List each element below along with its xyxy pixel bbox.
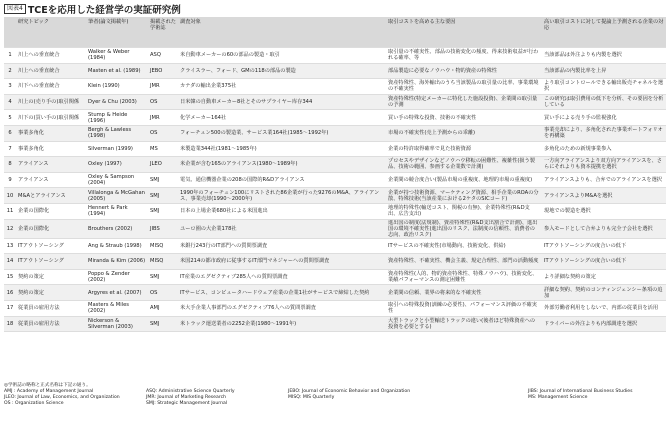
- firm-response-cell: 多角化のための新規事業参入: [542, 141, 666, 157]
- survey-target-cell: 米大手企業人事部門のエグゼクティブ76人への質問票調査: [178, 300, 386, 316]
- journal-abbrev-cell: JLEO: [148, 157, 178, 173]
- author-year-cell: Miranda & Kim (2006): [86, 254, 148, 270]
- table-row: [4, 203, 666, 219]
- firm-response-cell: ドライバーの外注よりも内部調達を選択: [542, 316, 666, 332]
- row-number-cell: 16: [4, 285, 16, 301]
- firm-response-cell: ITアウトソーシングの度合いの低下: [542, 238, 666, 254]
- row-number-cell: 1: [4, 48, 16, 64]
- table-row: [4, 254, 666, 270]
- author-year-cell: Ang & Straub (1998): [86, 238, 148, 254]
- research-topic-cell: M&Aとアライアンス: [16, 188, 86, 204]
- row-number-cell: 8: [4, 157, 16, 173]
- table-row: [4, 285, 666, 301]
- row-number-cell: 3: [4, 79, 16, 95]
- table-row: [4, 141, 666, 157]
- journal-abbrev-cell: SMJ: [148, 203, 178, 219]
- cost-factor-cell: 取引量の不確実性、部品の技術変化の頻度、得来技術収益が行われる確率、等: [386, 48, 542, 64]
- author-year-cell: Bergh & Lawless (1998): [86, 125, 148, 141]
- cost-factor-cell: 買い手の特殊な投資、技術の不確実性: [386, 110, 542, 126]
- author-year-cell: Poppo & Zender (2002): [86, 269, 148, 285]
- author-year-cell: Walker & Weber (1984): [86, 48, 148, 64]
- research-topic-cell: 川下への垂直統合: [16, 79, 86, 95]
- survey-target-cell: クライスラー、フォード、GMの118の部品の製造: [178, 63, 386, 79]
- cost-factor-cell: 資産特殊性(特定メーカーに特化した施設投資)、企業間の取引量の予測: [386, 94, 542, 110]
- table-row: [4, 48, 666, 64]
- table-row: [4, 63, 666, 79]
- row-number-cell: 17: [4, 300, 16, 316]
- cost-factor-cell: 進出国の制度(法規制)、資産特殊性(R&D支出割合で計測)、進出国の環境不確実性(進出国のリスク、法制度の信頼性、消費者の志向、政治リスク): [386, 219, 542, 238]
- journal-abbrev-cell: JMR: [148, 110, 178, 126]
- cost-factor-cell: ITサービスの不確実性(市場動向、技術変化、供給): [386, 238, 542, 254]
- author-year-cell: Brouthers (2002): [86, 219, 148, 238]
- research-topic-cell: 川下の(買い手の)取引関係: [16, 110, 86, 126]
- firm-response-cell: この研究は取引費用の低下を分析、その要因を分析している: [542, 94, 666, 110]
- author-year-cell: Oxley & Sampson (2004): [86, 172, 148, 188]
- survey-target-cell: 日本の上場企業680社による米国進出: [178, 203, 386, 219]
- firm-response-cell: 現地での製造を選択: [542, 203, 666, 219]
- col-header-journal: 掲載された学術誌: [148, 17, 178, 48]
- survey-target-cell: ITサービス、コンピュータハードウェア産業の企業1社がサービスで締結した契約: [178, 285, 386, 301]
- row-number-cell: 6: [4, 125, 16, 141]
- row-number-cell: 14: [4, 254, 16, 270]
- row-number-cell: 4: [4, 94, 16, 110]
- journal-abbrev-cell: SMJ: [148, 188, 178, 204]
- table-row: [4, 172, 666, 188]
- notes-header: ◎学術誌の略称と正式名称は下記の通り。: [4, 383, 91, 388]
- cost-factor-cell: 地理的特殊性(輸送コスト、関税の有無)、企業特殊性(R&D支出、広告支出): [386, 203, 542, 219]
- row-number-cell: 9: [4, 172, 16, 188]
- cost-factor-cell: 企業の特許取得確率で見た技術資源: [386, 141, 542, 157]
- journal-abbrev-cell: MS: [148, 141, 178, 157]
- survey-target-cell: ユーロ圏の大企業178社: [178, 219, 386, 238]
- note-item: JMR: Journal of Marketing Research: [146, 395, 227, 400]
- research-topic-cell: アライアンス: [16, 172, 86, 188]
- figure-title: TCEを応用した経営学の実証研究例: [27, 5, 181, 16]
- cost-factor-cell: 資産特殊性、海外輸出のうち当該製品の取引量の比率、事業環境の不確実性: [386, 79, 542, 95]
- cost-factor-cell: 部品製造に必要なノウハウ・物的資産の特殊性: [386, 63, 542, 79]
- author-year-cell: Masten et al. (1989): [86, 63, 148, 79]
- row-number-cell: 2: [4, 63, 16, 79]
- journal-abbrev-cell: MISQ: [148, 238, 178, 254]
- row-number-cell: 13: [4, 238, 16, 254]
- survey-target-cell: 電気、通信機器企業の208の国際的R&Dアライアンス: [178, 172, 386, 188]
- survey-target-cell: 米トラック運送業者の2252企業(1980～1991年): [178, 316, 386, 332]
- table-row: [4, 110, 666, 126]
- research-table: [4, 17, 666, 332]
- table-row: [4, 316, 666, 332]
- research-topic-cell: 事業多角化: [16, 125, 86, 141]
- row-number-cell: 15: [4, 269, 16, 285]
- note-item: OS : Organization Science: [4, 401, 64, 406]
- figure-label: 図表4: [4, 4, 26, 14]
- col-header-no: [4, 17, 16, 48]
- table-row: [4, 269, 666, 285]
- firm-response-cell: アライアンスよりも、合弁でのアライアンスを選択: [542, 172, 666, 188]
- col-header-topic: 研究トピック: [16, 17, 86, 48]
- col-header-author: 筆者(論文掲載年): [86, 17, 148, 48]
- cost-factor-cell: 企業間の競合度合い(製品市場の重複度、地理的市場の重複度): [386, 172, 542, 188]
- cost-factor-cell: プロセスやデザインなどノウハウ移転の困難性、複雑性(扱う製品、技術の範囲、参画する企業数で計測): [386, 157, 542, 173]
- research-topic-cell: 従業員の雇用方法: [16, 300, 86, 316]
- note-item: MISQ: MIS Quarterly: [288, 395, 335, 400]
- research-topic-cell: アライアンス: [16, 157, 86, 173]
- firm-response-cell: 当該部品は外注よりも内製を選択: [542, 48, 666, 64]
- note-item: ASQ: Administrative Science Quarterly: [146, 389, 235, 394]
- journal-abbrev-cell: AMJ: [148, 300, 178, 316]
- table-row: [4, 188, 666, 204]
- cost-factor-cell: 資産特殊性(人的、物的資産特殊性、特殊ノウハウ)、技術変化、業績パフォーマンスの測定困難性: [386, 269, 542, 285]
- figure-title-bar: [4, 3, 181, 15]
- journal-notes: [4, 383, 666, 407]
- journal-abbrev-cell: OS: [148, 94, 178, 110]
- col-header-response: 高い取引コストに対して提論上予測される企業の対応: [542, 17, 666, 48]
- journal-abbrev-cell: SMJ: [148, 269, 178, 285]
- row-number-cell: 18: [4, 316, 16, 332]
- table-row: [4, 125, 666, 141]
- row-number-cell: 5: [4, 110, 16, 126]
- author-year-cell: Villalonga & McGahan (2005): [86, 188, 148, 204]
- firm-response-cell: ITアウトソーシングの度合いの低下: [542, 254, 666, 270]
- journal-abbrev-cell: JEBO: [148, 63, 178, 79]
- col-header-factor: 取引コストを高める主な要因: [386, 17, 542, 48]
- journal-abbrev-cell: JIBS: [148, 219, 178, 238]
- cost-factor-cell: 市場の不確実性(売上予測からの乖離): [386, 125, 542, 141]
- author-year-cell: Dyer & Chu (2003): [86, 94, 148, 110]
- journal-abbrev-cell: SMJ: [148, 172, 178, 188]
- cost-factor-cell: 資産特殊性、不確実性、機会主義、規定合理性、部門の活動頻度: [386, 254, 542, 270]
- author-year-cell: Klein (1990): [86, 79, 148, 95]
- research-topic-cell: 川上の(売り手の)取引関係: [16, 94, 86, 110]
- research-topic-cell: ITアウトソーシング: [16, 238, 86, 254]
- research-topic-cell: 事業多角化: [16, 141, 86, 157]
- survey-target-cell: 化学メーカー164社: [178, 110, 386, 126]
- research-topic-cell: 企業の国際化: [16, 219, 86, 238]
- firm-response-cell: 一方向アライアンスより双方向アライアンスを、さらにそれよりも資本提携を選択: [542, 157, 666, 173]
- table-body: [4, 48, 666, 332]
- cost-factor-cell: 取引への特殊投資(訓練の必要性)、パフォーマンス評価の不確実性: [386, 300, 542, 316]
- note-item: SMJ: Strategic Management Journal: [146, 401, 228, 406]
- col-header-target: 調査対象: [178, 17, 386, 48]
- journal-abbrev-cell: OS: [148, 125, 178, 141]
- row-number-cell: 10: [4, 188, 16, 204]
- firm-response-cell: 買い手による売り手の監視強化: [542, 110, 666, 126]
- research-topic-cell: 企業の国際化: [16, 203, 86, 219]
- table-row: [4, 79, 666, 95]
- firm-response-cell: より詳細な契約の策定: [542, 269, 666, 285]
- research-topic-cell: 川上への垂直統合: [16, 48, 86, 64]
- author-year-cell: Oxley (1997): [86, 157, 148, 173]
- table-row: [4, 300, 666, 316]
- journal-abbrev-cell: ASQ: [148, 48, 178, 64]
- survey-target-cell: IT産業のエグゼクティブ285人への質問票調査: [178, 269, 386, 285]
- row-number-cell: 11: [4, 203, 16, 219]
- survey-target-cell: 米国214の都市政府に従事するIT部門マネジャーへの質問票調査: [178, 254, 386, 270]
- note-item: JLEO: Journal of Law, Economics, and Organization: [4, 395, 120, 400]
- cost-factor-cell: 大型トラックと小型輸送トラックの違い(後者ほど特殊資産への投資を必要とする): [386, 316, 542, 332]
- survey-target-cell: 日米韓の自動車メーカー8社とそのサプライヤー库存344: [178, 94, 386, 110]
- research-topic-cell: 契約の策定: [16, 285, 86, 301]
- journal-abbrev-cell: MISQ: [148, 254, 178, 270]
- firm-response-cell: 詳細な契約、契約のコンティンジェンシー条項の追加: [542, 285, 666, 301]
- row-number-cell: 12: [4, 219, 16, 238]
- firm-response-cell: 当該部品の内製比率を上昇: [542, 63, 666, 79]
- note-item: JEBO: Journal of Economic Behavior and Organization: [288, 389, 411, 394]
- table-row: [4, 219, 666, 238]
- research-topic-cell: 契約の策定: [16, 269, 86, 285]
- research-topic-cell: ITアウトソーシング: [16, 254, 86, 270]
- journal-abbrev-cell: JMR: [148, 79, 178, 95]
- note-item: MS: Management Science: [528, 395, 588, 400]
- notes-line: [4, 401, 666, 407]
- firm-response-cell: 参入モードとして合弁よりも完全子会社を選択: [542, 219, 666, 238]
- author-year-cell: Hennert & Park (1994): [86, 203, 148, 219]
- cost-factor-cell: 企業が持つ技術資源、マーケティング資源、相手企業のROAの分散、特殊技術(当該産業における2ケタのSICコード): [386, 188, 542, 204]
- note-item: AMJ : Academy of Management Journal: [4, 389, 94, 394]
- journal-abbrev-cell: SMJ: [148, 316, 178, 332]
- survey-target-cell: 米銀行243行のIT部門への質問票調査: [178, 238, 386, 254]
- survey-target-cell: 米企業が含む165のアライアンス(1980～1989年): [178, 157, 386, 173]
- research-topic-cell: 従業員の雇用方法: [16, 316, 86, 332]
- author-year-cell: Silverman (1999): [86, 141, 148, 157]
- table-row: [4, 238, 666, 254]
- author-year-cell: Masters & Miles (2002): [86, 300, 148, 316]
- firm-response-cell: より取引コントロールできる輸出販売チャネルを選択: [542, 79, 666, 95]
- author-year-cell: Stump & Heide (1996): [86, 110, 148, 126]
- survey-target-cell: 1990年のフォーチュン100にリストされた86企業が行った9276のM&A、アライアンス、事業売却(1990～2000年): [178, 188, 386, 204]
- research-topic-cell: 川上への垂直統合: [16, 63, 86, 79]
- survey-target-cell: フォーチュン500の製造業、サービス業164社(1985～1992年): [178, 125, 386, 141]
- author-year-cell: Nickerson & Silverman (2003): [86, 316, 148, 332]
- survey-target-cell: カナダの輸出企業375社: [178, 79, 386, 95]
- table-header-row: [4, 17, 666, 48]
- cost-factor-cell: 企業間の信頼、業界の将来的な不確実性: [386, 285, 542, 301]
- author-year-cell: Argyres et al. (2007): [86, 285, 148, 301]
- firm-response-cell: アライアンスよりM&Aを選択: [542, 188, 666, 204]
- row-number-cell: 7: [4, 141, 16, 157]
- table-row: [4, 157, 666, 173]
- journal-abbrev-cell: OS: [148, 285, 178, 301]
- survey-target-cell: 米自動車メーカーの60の部品の製造・取引: [178, 48, 386, 64]
- survey-target-cell: 米製造業344社(1981～1985年): [178, 141, 386, 157]
- firm-response-cell: 事業売却により、多角化された事業ポートフォリオを再構築: [542, 125, 666, 141]
- firm-response-cell: 外部労働者利用をしないで、内部の従業員を活用: [542, 300, 666, 316]
- table-row: [4, 94, 666, 110]
- note-item: JIBS: Journal of International Business Studies: [528, 389, 633, 394]
